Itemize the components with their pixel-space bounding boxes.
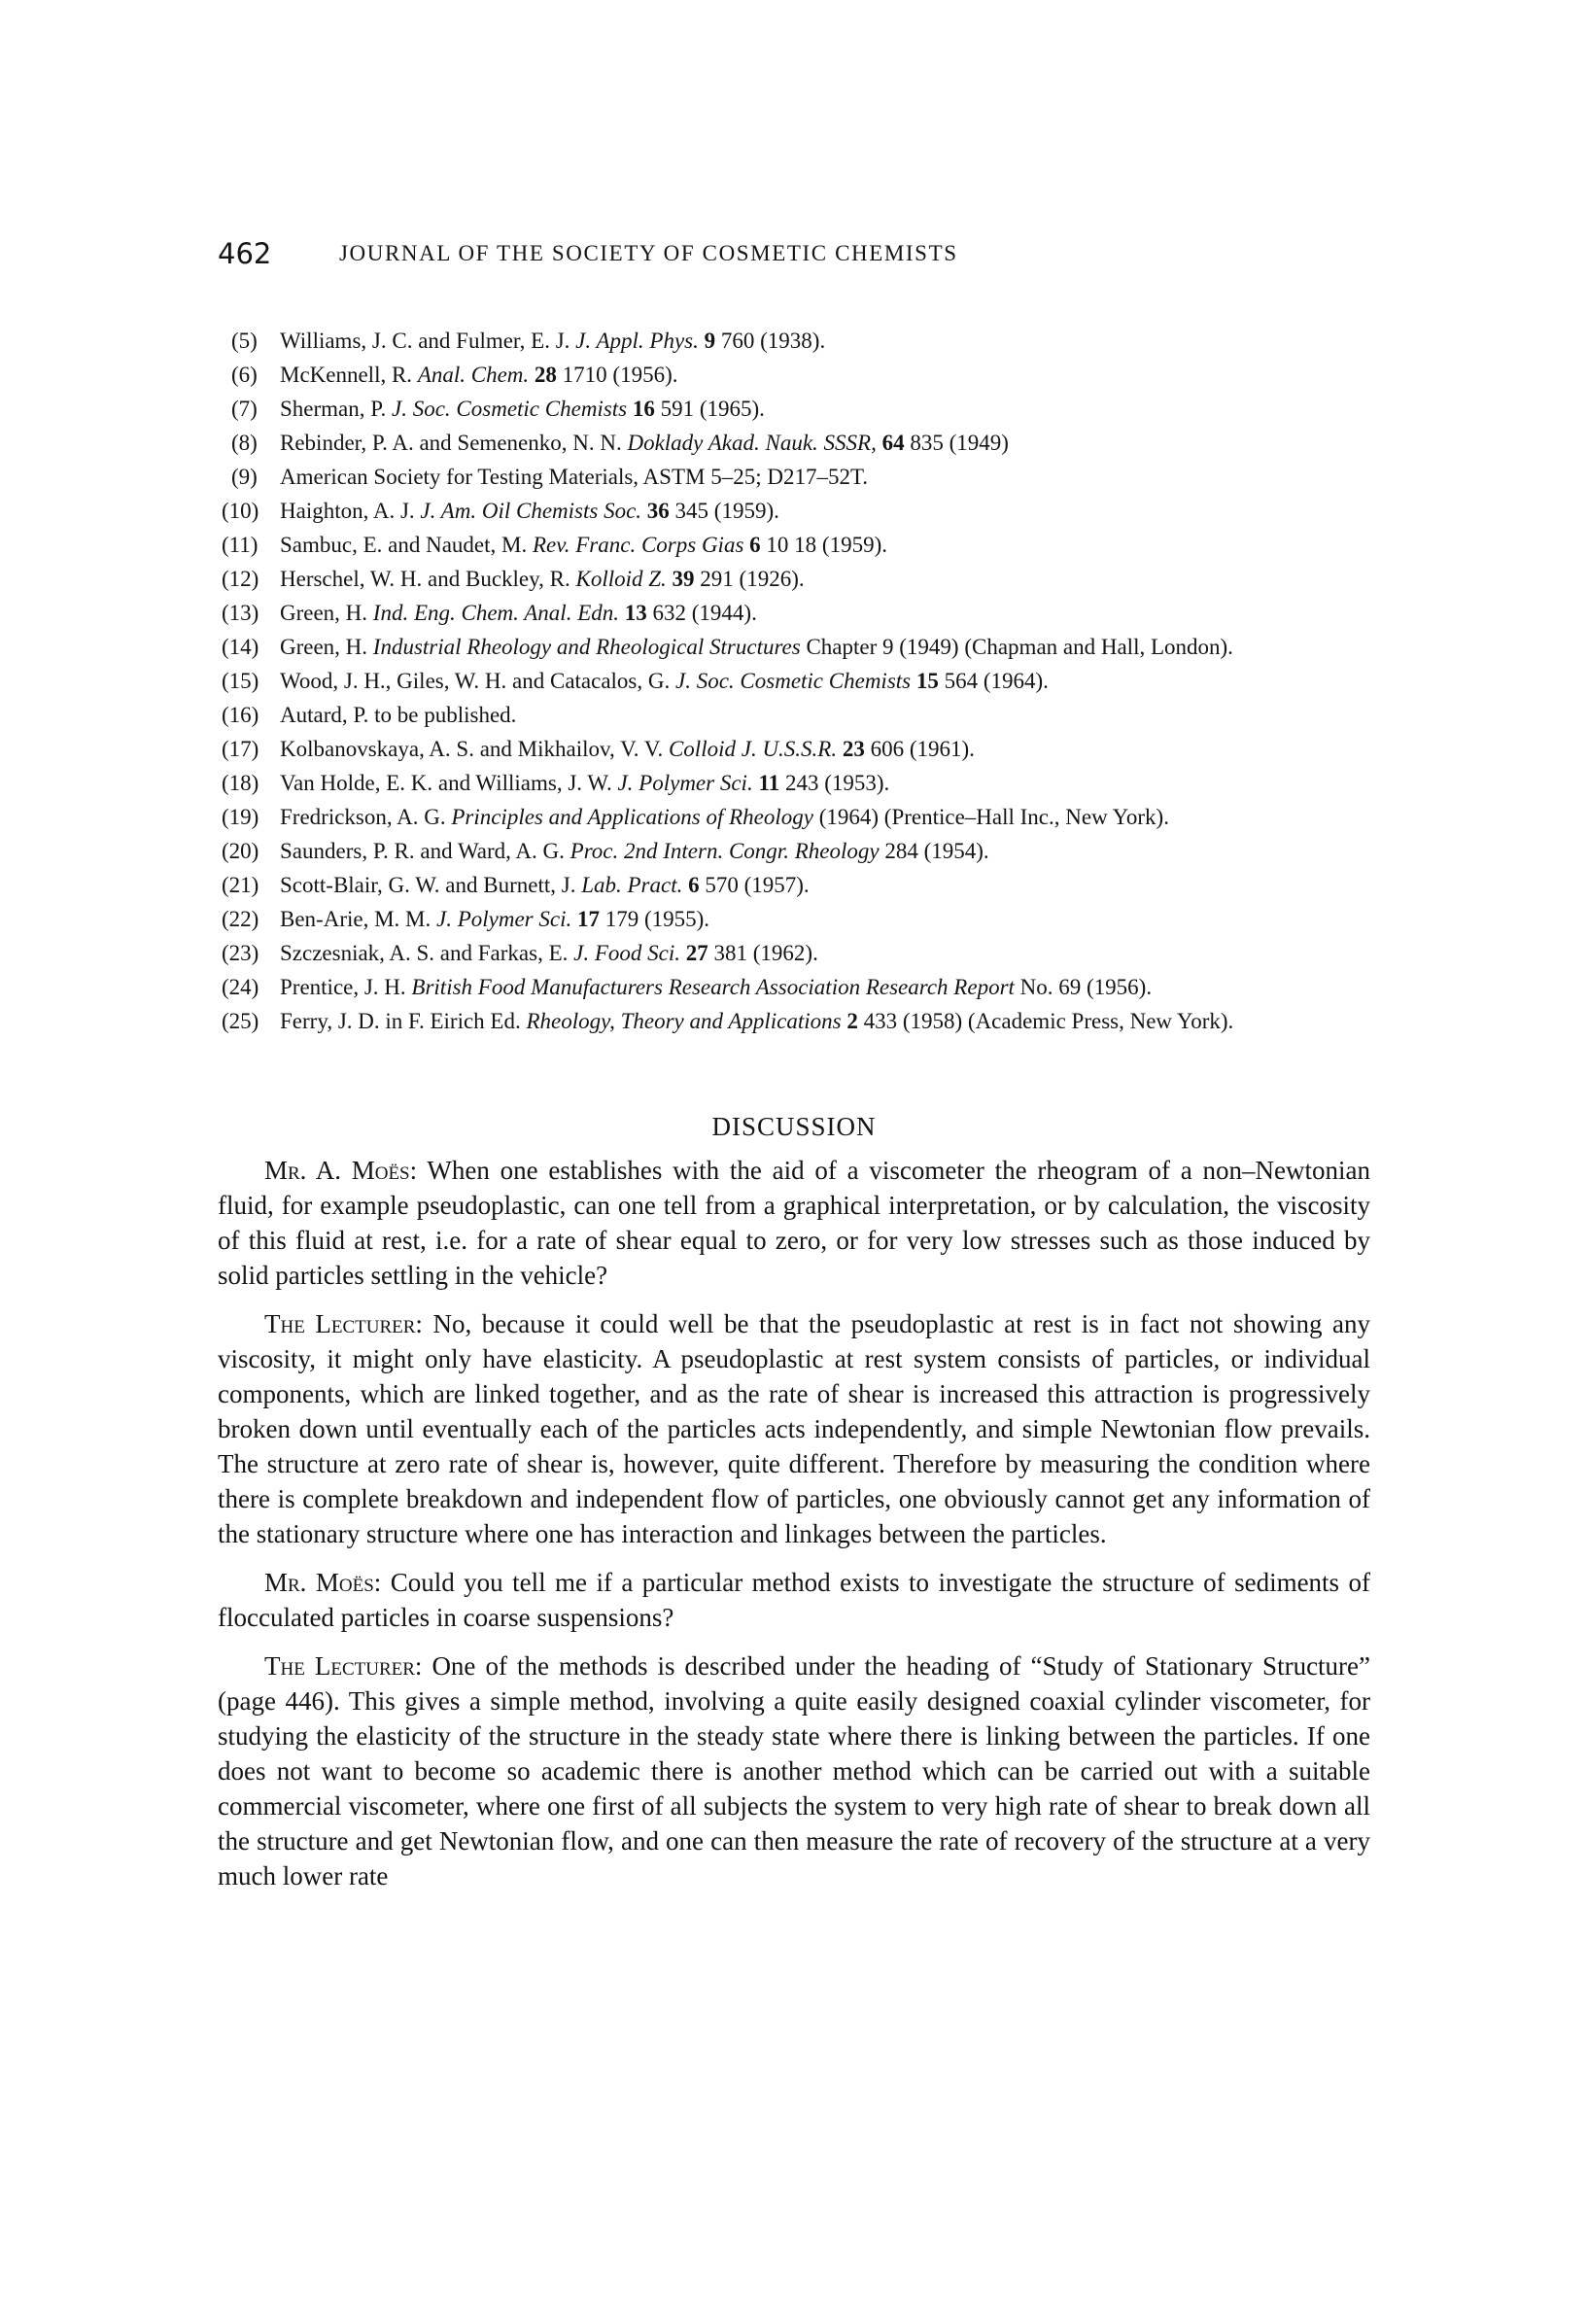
reference-journal: Doklady Akad. Nauk. SSSR,: [627, 431, 877, 455]
reference-author: Sherman, P.: [280, 397, 387, 421]
reference-number: (8): [231, 431, 258, 455]
reference-author: Fredrickson, A. G.: [280, 805, 446, 829]
reference-details: Chapter 9 (1949) (Chapman and Hall, London).: [806, 635, 1233, 659]
reference-item: [222, 974, 1361, 1001]
reference-details: 760 (1938).: [720, 329, 826, 353]
reference-details: 570 (1957).: [705, 873, 810, 897]
reference-volume: 36: [646, 499, 670, 523]
discussion-paragraph: [218, 1648, 1370, 1893]
reference-journal: J. Soc. Cosmetic Chemists: [392, 397, 628, 421]
reference-number: (23): [222, 941, 259, 965]
reference-journal: Proc. 2nd Intern. Congr. Rheology: [570, 839, 880, 863]
discussion-paragraph: [218, 1306, 1370, 1551]
reference-number: (6): [231, 363, 258, 387]
speaker-name: The Lecturer:: [264, 1309, 423, 1338]
reference-item: [222, 770, 1361, 797]
reference-item: [222, 702, 1361, 729]
reference-details: 632 (1944).: [652, 601, 757, 625]
reference-number: (14): [222, 635, 259, 659]
reference-author: Szczesniak, A. S. and Farkas, E.: [280, 941, 569, 965]
reference-volume: 2: [846, 1009, 858, 1033]
reference-number: (10): [222, 499, 259, 523]
reference-number: (25): [222, 1009, 259, 1033]
discussion-paragraph: [218, 1153, 1370, 1293]
reference-author: Wood, J. H., Giles, W. H. and Catacalos, G.: [280, 669, 671, 693]
reference-details: 1710 (1956).: [562, 363, 678, 387]
reference-item: [222, 736, 1361, 763]
speaker-name: Mr. Moës:: [264, 1568, 382, 1597]
reference-volume: 11: [758, 771, 780, 795]
reference-details: 345 (1959).: [674, 499, 779, 523]
discussion-body: [218, 1153, 1370, 1907]
paragraph-text: One of the methods is described under the heading of “Study of Stationary Structure” (page 446). This gives a simple method, involving a quite easily designed coaxial cylinder viscometer, for studying the elasticity of the structure in the steady state where there is linking between the particles. If one does not want to become so academic there is another method which can be carried out with a suitable commercial viscometer, where one first of all subjects the system to very high rate of shear to break down all the structure and get Newtonian flow, and one can then measure the rate of recovery of the structure at a very much lower rate: [218, 1651, 1371, 1890]
reference-item: [222, 804, 1361, 831]
reference-item: [233, 430, 1361, 457]
reference-author: Van Holde, E. K. and Williams, J. W.: [280, 771, 612, 795]
reference-number: (5): [231, 329, 258, 353]
reference-number: (20): [222, 839, 259, 863]
reference-details: No. 69 (1956).: [1019, 975, 1153, 999]
reference-author: Ben-Arie, M. M.: [280, 907, 432, 931]
reference-details: 10 18 (1959).: [766, 533, 887, 557]
reference-volume: 9: [704, 329, 716, 353]
reference-number: (15): [222, 669, 259, 693]
reference-item: [222, 940, 1361, 967]
reference-volume: 64: [881, 431, 905, 455]
reference-number: (19): [222, 805, 259, 829]
reference-title: British Food Manufacturers Research Association Research Report: [411, 975, 1015, 999]
reference-title: Industrial Rheology and Rheological Structures: [372, 635, 801, 659]
reference-item: [233, 328, 1361, 355]
reference-author: Ferry, J. D. in F. Eirich Ed.: [280, 1009, 521, 1033]
reference-volume: 6: [688, 873, 700, 897]
reference-author: Green, H.: [280, 635, 368, 659]
reference-volume: 13: [624, 601, 647, 625]
reference-details: 381 (1962).: [713, 941, 818, 965]
reference-item: [233, 396, 1361, 423]
reference-journal: Rev. Franc. Corps Gias: [532, 533, 744, 557]
reference-journal: J. Appl. Phys.: [575, 329, 699, 353]
reference-volume: 17: [576, 907, 600, 931]
reference-number: (17): [222, 737, 259, 761]
reference-item: [222, 1008, 1361, 1035]
reference-author: Rebinder, P. A. and Semenenko, N. N.: [280, 431, 622, 455]
reference-author: Williams, J. C. and Fulmer, E. J.: [280, 329, 570, 353]
reference-volume: 6: [749, 533, 761, 557]
reference-title: Principles and Applications of Rheology: [451, 805, 813, 829]
reference-journal: Anal. Chem.: [417, 363, 530, 387]
reference-journal: Kolloid Z.: [575, 567, 667, 591]
page-header: [218, 237, 1370, 276]
reference-number: (12): [222, 567, 259, 591]
reference-item: [222, 600, 1361, 627]
reference-number: (16): [222, 703, 259, 727]
speaker-name: The Lecturer:: [264, 1651, 423, 1681]
reference-author: Green, H.: [280, 601, 368, 625]
reference-details: (1964) (Prentice–Hall Inc., New York).: [818, 805, 1169, 829]
reference-author: McKennell, R.: [280, 363, 413, 387]
reference-item: [222, 872, 1361, 899]
reference-author: Prentice, J. H.: [280, 975, 406, 999]
reference-volume: 16: [632, 397, 655, 421]
reference-details: 835 (1949): [910, 431, 1009, 455]
reference-volume: 39: [672, 567, 695, 591]
reference-item: [233, 362, 1361, 389]
reference-number: (13): [222, 601, 259, 625]
reference-author: Saunders, P. R. and Ward, A. G.: [280, 839, 565, 863]
reference-title: Rheology, Theory and Applications: [526, 1009, 842, 1033]
reference-details: 284 (1954).: [884, 839, 989, 863]
reference-author: Scott-Blair, G. W. and Burnett, J.: [280, 873, 576, 897]
reference-volume: 28: [534, 363, 557, 387]
reference-journal: J. Food Sci.: [573, 941, 680, 965]
reference-journal: Lab. Pract.: [581, 873, 683, 897]
reference-number: (22): [222, 907, 259, 931]
reference-details: 564 (1964).: [944, 669, 1049, 693]
discussion-heading: DISCUSSION: [711, 1112, 877, 1141]
reference-item: [222, 566, 1361, 593]
reference-author: Sambuc, E. and Naudet, M.: [280, 533, 528, 557]
reference-item: [233, 464, 1361, 491]
paragraph-text: No, because it could well be that the pseudoplastic at rest is in fact not showing any viscosity, it might only have elasticity. A pseudoplastic at rest system consists of particles, or individual components, which are linked together, and as the rate of shear is increased this attraction is progressively broken down until eventually each of the particles acts independently, and simple Newtonian flow prevails. The structure at zero rate of shear is, however, quite different. Therefore by measuring the condition where there is complete breakdown and independent flow of particles, one obviously cannot get any information of the stationary structure where one has interaction and linkages between the particles.: [218, 1309, 1370, 1548]
page-number: 462: [218, 237, 272, 270]
reference-author: Kolbanovskaya, A. S. and Mikhailov, V. V.: [280, 737, 664, 761]
reference-journal: Ind. Eng. Chem. Anal. Edn.: [372, 601, 619, 625]
reference-journal: J. Polymer Sci.: [435, 907, 572, 931]
reference-author: Autard, P. to be published.: [280, 703, 517, 727]
reference-journal: J. Polymer Sci.: [617, 771, 753, 795]
reference-journal: J. Soc. Cosmetic Chemists: [675, 669, 912, 693]
paragraph-text: When one establishes with the aid of a viscometer the rheogram of a non–Newtonian fluid, for example pseudoplastic, can one tell from a graphical interpretation, or by calculation, the viscosity of this fluid at rest, i.e. for a rate of shear equal to zero, or for very low stresses such as those induced by solid particles settling in the vehicle?: [218, 1156, 1371, 1290]
reference-number: (18): [222, 771, 259, 795]
reference-volume: 15: [915, 669, 939, 693]
reference-journal: J. Am. Oil Chemists Soc.: [420, 499, 642, 523]
running-head: JOURNAL OF THE SOCIETY OF COSMETIC CHEMISTS: [339, 241, 958, 265]
reference-item: [222, 634, 1361, 661]
reference-number: (21): [222, 873, 259, 897]
reference-author: Haighton, A. J.: [280, 499, 415, 523]
reference-item: [222, 498, 1361, 525]
reference-item: [222, 906, 1361, 933]
reference-number: (7): [231, 397, 258, 421]
reference-details: 606 (1961).: [870, 737, 975, 761]
reference-details: 591 (1965).: [660, 397, 765, 421]
reference-volume: 27: [685, 941, 708, 965]
reference-details: 291 (1926).: [700, 567, 805, 591]
reference-details: 433 (1958) (Academic Press, New York).: [863, 1009, 1234, 1033]
reference-item: [222, 838, 1361, 865]
reference-number: (11): [222, 533, 259, 557]
paragraph-text: Could you tell me if a particular method exists to investigate the structure of sediments of flocculated particles in coarse suspensions?: [218, 1568, 1370, 1632]
reference-journal: Colloid J. U.S.S.R.: [668, 737, 838, 761]
reference-details: 179 (1955).: [604, 907, 710, 931]
reference-author: Herschel, W. H. and Buckley, R.: [280, 567, 570, 591]
reference-details: 243 (1953).: [784, 771, 890, 795]
discussion-paragraph: [218, 1565, 1370, 1635]
reference-number: (24): [222, 975, 259, 999]
reference-list: [222, 328, 1361, 1042]
speaker-name: Mr. A. Moës:: [264, 1156, 418, 1185]
reference-item: [222, 668, 1361, 695]
reference-number: (9): [231, 465, 258, 489]
reference-item: [222, 532, 1361, 559]
reference-author: American Society for Testing Materials, ASTM 5–25; D217–52T.: [280, 465, 869, 489]
reference-volume: 23: [842, 737, 865, 761]
